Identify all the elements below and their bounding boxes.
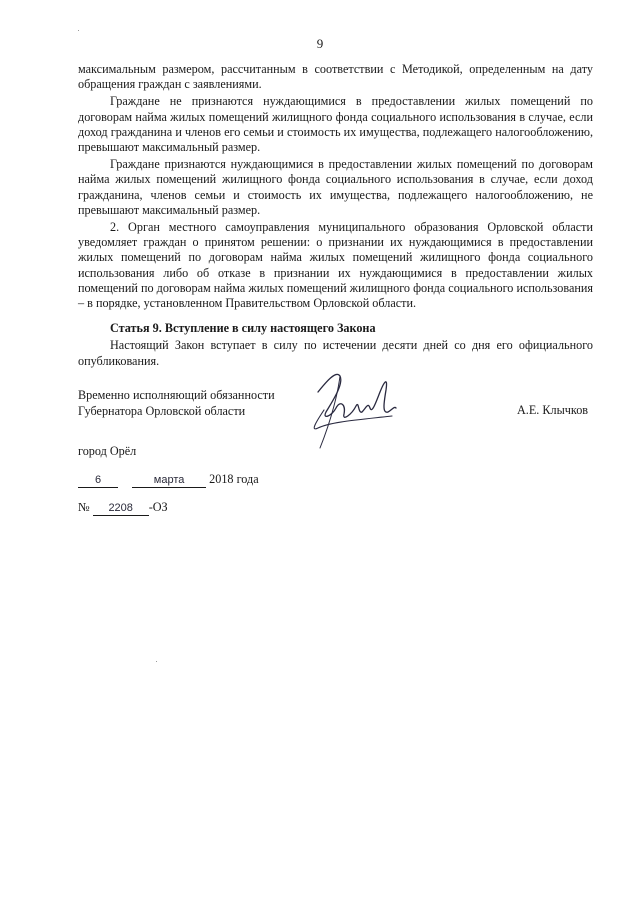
- number-suffix: -ОЗ: [148, 500, 168, 514]
- signer-name: А.Е. Клычков: [517, 403, 589, 417]
- paragraph: 2. Орган местного самоуправления муниципального образования Орловской области уведомляет граждан о принятом решении: о признании их нуждающимися в предоставлении жилых помещений по договорам найма жилых помещений жилищного фонда социального использования либо об отказе в признании их нуждающимися в предоставлении жилых помещений по договорам найма жилых помещений жилищного фонда социального использования – в порядке, установленном Правительством Орловской области.: [78, 220, 593, 311]
- signer-position: [78, 387, 275, 419]
- date-month: марта: [132, 474, 206, 488]
- number-value: 2208: [93, 502, 149, 516]
- paragraph: максимальным размером, рассчитанным в соответствии с Методикой, определенным на дату обращения граждан с заявлениями.: [78, 62, 593, 92]
- paragraph: Граждане признаются нуждающимися в предоставлении жилых помещений по договорам найма жилых помещений жилищного фонда социального использования в случае, если доход гражданина, членов семьи и стоимость их имущества, подлежащего налогообложению, не превышают максимальный размер.: [78, 157, 593, 217]
- scan-speck: [78, 30, 79, 31]
- number-sign: №: [78, 500, 90, 514]
- article-text: Настоящий Закон вступает в силу по истечении десяти дней со дня его официального опубликования.: [78, 338, 593, 368]
- law-number: [78, 500, 168, 516]
- article-heading: Статья 9. Вступление в силу настоящего Закона: [110, 321, 376, 336]
- signing-date: [78, 472, 259, 488]
- signer-position-line: Губернатора Орловской области: [78, 404, 246, 418]
- document-body: [78, 62, 593, 371]
- city: город Орёл: [78, 444, 137, 458]
- date-day: 6: [78, 474, 118, 488]
- paragraph: Граждане не признаются нуждающимися в предоставлении жилых помещений по договорам найма жилых помещений жилищного фонда социального использования в случае, если доход гражданина и членов его семьи и стоимость их имущества, подлежащего налогообложению, превышают максимальный размер.: [78, 94, 593, 155]
- page-number: 9: [316, 36, 324, 51]
- date-year: 2018 года: [209, 472, 259, 486]
- scan-speck: [156, 661, 157, 662]
- handwritten-signature: [296, 362, 406, 452]
- signer-position-line: Временно исполняющий обязанности: [78, 388, 275, 402]
